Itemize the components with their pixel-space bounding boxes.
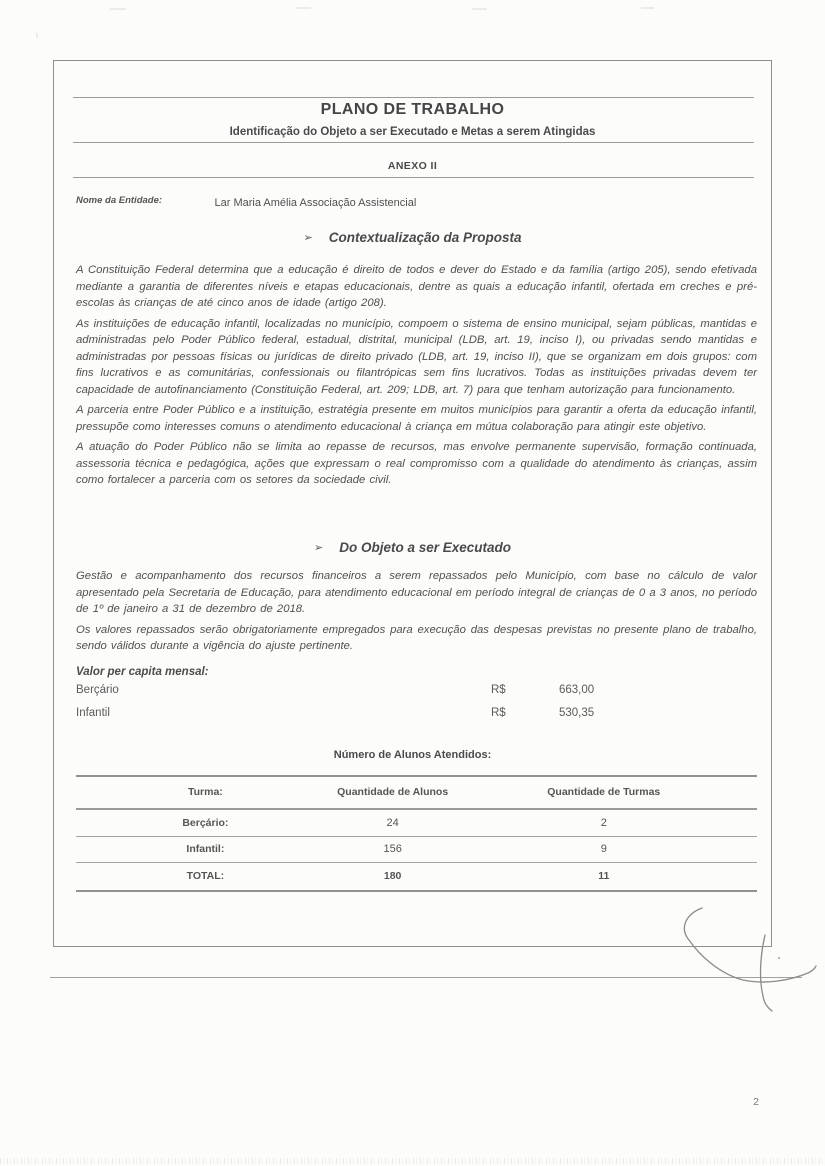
- page-title: PLANO DE TRABALHO: [320, 101, 505, 118]
- table-cell: 180: [383, 870, 402, 883]
- scan-artifact: [110, 8, 126, 10]
- divider: [73, 97, 754, 98]
- table-row-total: [76, 863, 757, 890]
- paragraph: A atuação do Poder Público não se limita ao repasse de recursos, mas envolve permanente supervisão, formação continuada, assessoria técnica e pedagógica, ações que expressam o real compromisso com a qualidade do atendimento às crianças, assim como fortalecer a parceria com os setores da sociedade civil.: [76, 441, 757, 486]
- valores-title: Valor per capita mensal:: [76, 666, 209, 678]
- table-header-cell: Quantidade de Alunos: [337, 786, 449, 799]
- arrow-bullet-icon: ➢: [313, 542, 324, 554]
- section-heading-contextualizacao: [54, 230, 771, 245]
- valor-amount: 530,35: [559, 706, 595, 719]
- valor-row: [76, 684, 757, 707]
- valor-row: [76, 707, 757, 730]
- table-cell: Infantil:: [186, 843, 225, 856]
- table-cell: 9: [600, 843, 607, 856]
- divider: [73, 142, 754, 143]
- paragraph: Os valores repassados serão obrigatoriamente empregados para execução das despesas previstas no presente plano de trabalho, sendo válidos durante a vigência do ajuste pertinente.: [76, 623, 757, 652]
- paragraph: A parceria entre Poder Público e a instituição, estratégia presente em muitos municípios para garantir a oferta da educação infantil, pressupõe como interesses comuns o atendimento educacional à criança em mútua colaboração para atingir este objetivo.: [76, 404, 757, 433]
- table-row: [76, 837, 757, 864]
- context-body: [76, 262, 757, 489]
- arrow-bullet-icon: ➢: [303, 232, 313, 244]
- entity-value: Lar Maria Amélia Associação Assistencial: [214, 197, 417, 209]
- table-header-row: [76, 777, 757, 810]
- table-cell: 156: [383, 843, 402, 856]
- page-number: 2: [753, 1096, 759, 1108]
- divider: [73, 177, 754, 178]
- table-cell: 11: [598, 870, 610, 883]
- paragraph: Gestão e acompanhamento dos recursos financeiros a serem repassados pelo Município, com base no cálculo de valor apresentado pela Secretaria de Educação, para atendimento educacional em período integral de crianças de 0 a 3 anos, no período de 1º de janeiro a 31 de dezembro de 2018.: [76, 570, 757, 615]
- entity-label: Nome da Entidade:: [76, 195, 163, 206]
- table-cell: 2: [600, 816, 607, 829]
- table-row: [76, 810, 757, 837]
- currency-symbol: R$: [491, 684, 506, 696]
- table-cell: TOTAL:: [186, 870, 225, 883]
- scan-artifact: [0, 1158, 825, 1164]
- scan-artifact: [472, 8, 487, 10]
- table-cell: Berçário:: [182, 816, 229, 829]
- scan-artifact: [641, 7, 654, 9]
- annex-label: ANEXO II: [387, 160, 438, 172]
- valor-per-capita-section: [76, 666, 757, 729]
- students-table-title: Número de Alunos Atendidos:: [333, 749, 492, 761]
- entity-row: [76, 193, 757, 211]
- paragraph: A Constituição Federal determina que a educação é direito de todos e dever do Estado e da família (artigo 205), sendo efetivada mediante a garantia de diferentes níveis e etapas educacionais, dentre as quais a educação infantil, ofertada em creches e pré-escolas às crianças de até cinco anos de idade (artigo 208).: [76, 264, 757, 309]
- document-frame: [53, 60, 772, 947]
- page-subtitle: Identificação do Objeto a ser Executado e Metas a serem Atingidas: [229, 126, 596, 138]
- scan-artifact: [296, 7, 311, 9]
- paragraph: As instituições de educação infantil, localizadas no município, compoem o sistema de ensino municipal, sejam públicas, mantidas e administradas pelo Poder Público federal, estadual, distrital, municipal (LDB, art. 19, inciso I), ou privadas sendo mantidas e administradas por pessoas físicas ou jurídicas de direito privado (LDB, art. 19, inciso II), que se organizam em dois grupos: com fins lucrativos e as comunitárias, confessionais ou filantrópicas sem fins lucrativos. Todas as instituições privadas devem ter capacidade de autofinanciamento (Constituição Federal, art. 209; LDB, art. 7) para que tenham autorização para funcionamento.: [76, 317, 757, 396]
- valor-label: Berçário: [76, 684, 119, 696]
- currency-symbol: R$: [491, 706, 506, 719]
- scan-artifact: [36, 33, 38, 38]
- valor-amount: 663,00: [559, 684, 595, 696]
- table-cell: 24: [386, 816, 399, 829]
- table-header-cell: Turma:: [187, 786, 223, 799]
- section-heading-text: Contextualização da Proposta: [328, 230, 522, 245]
- table-header-cell: Quantidade de Turmas: [547, 786, 661, 799]
- students-table: [76, 775, 757, 892]
- signature-scribble: [648, 888, 823, 1018]
- object-body: [76, 568, 757, 655]
- section-heading-objeto: [54, 540, 771, 555]
- section-heading-text: Do Objeto a ser Executado: [339, 540, 511, 555]
- valor-label: Infantil: [76, 706, 110, 719]
